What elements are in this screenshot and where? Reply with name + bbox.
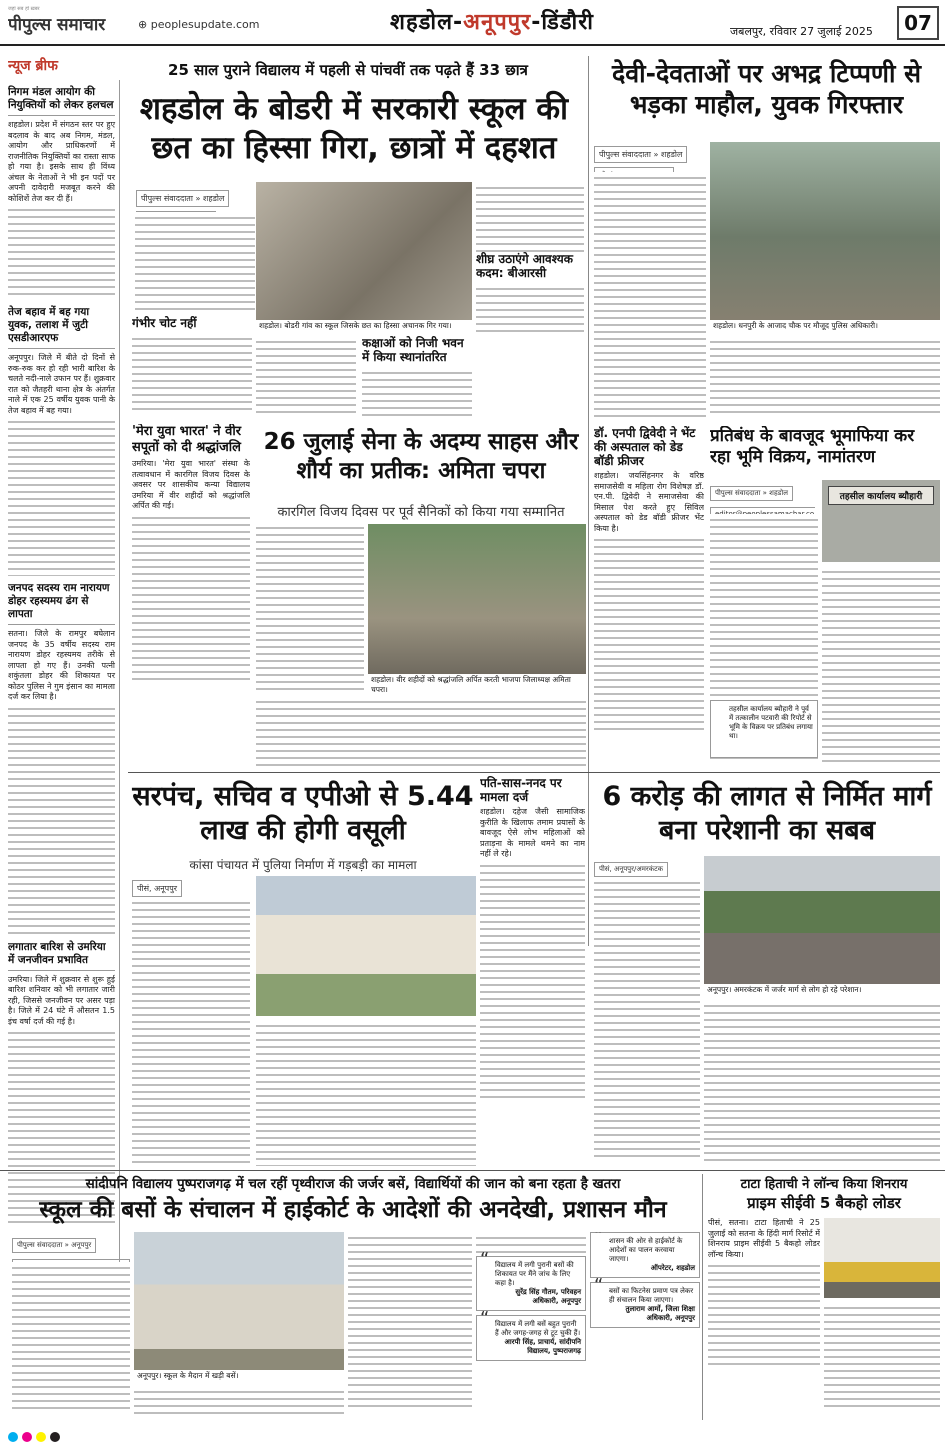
kargil-body-text bbox=[256, 696, 586, 766]
road-photo bbox=[704, 856, 940, 996]
column-rule bbox=[702, 1174, 703, 1420]
tribute-article bbox=[132, 424, 250, 714]
section-title: शहडोल-अनूपपुर-डिंडौरी bbox=[390, 10, 594, 35]
doctor-title: डॉ. एनपी द्विवेदी ने भेंट की अस्पताल को डेड बॉडी फ्रीजर bbox=[594, 426, 696, 468]
bus-headline: स्कूल की बसों के संचालन में हाईकोर्ट के आदेशों की अनदेखी, प्रशासन मौन bbox=[39, 1197, 667, 1223]
sarpanch-headline: सरपंच, सचिव व एपीओ से 5.44 लाख की होगी वसूली bbox=[132, 781, 474, 846]
print-registration-marks bbox=[0, 1429, 945, 1445]
school-byline: पीपुल्स संवाददाता » शहडोल bbox=[136, 190, 229, 207]
land-quote: “ तहसील कार्यालय ब्यौहारी ने पूर्व में तत्कालीन पटवारी की रिपोर्ट से भूमि के विक्रय पर प्रतिबंध लगाया था। bbox=[710, 700, 818, 758]
school-col3 bbox=[362, 336, 472, 416]
bus-quote-2: “ विद्यालय में लगी बसें बहुत पुरानी हैं और जगह-जगह से टूट चुकी हैं। आरपी सिंह, प्राचार्य, सांदीपनि विद्यालय, पुष्पराजगढ़ bbox=[476, 1315, 586, 1361]
bus-byline: पीपुल्स संवाददाता » अनूपपुर bbox=[12, 1238, 96, 1253]
sarpanch-col1-text bbox=[132, 897, 250, 1166]
deity-photo-caption: शहडोल। धनपुरी के आजाद चौक पर मौजूद पुलिस अधिकारी। bbox=[710, 320, 940, 332]
school-subhead-2: कक्षाओं को निजी भवन में किया स्थानांतरित bbox=[362, 336, 464, 364]
brief-text: अनूपपुर। जिले में बीते दो दिनों से रुक-रुक कर हो रही भारी बारिश के चलते नदी-नाले उफान पर हैं। शुक्रवार रात को जैतहरी थाना क्षेत्र के अंतर्गत नाले में एक 25 वर्षीय युवक पानी के तेज बहाव में बह गया। bbox=[8, 353, 115, 415]
dateline: जबलपुर, रविवार 27 जुलाई 2025 bbox=[730, 25, 873, 38]
doctor-article bbox=[594, 426, 704, 766]
brief-title: जनपद सदस्य राम नारायण डोहर रहस्यमय ढंग से लापता bbox=[8, 582, 115, 625]
tata-col1 bbox=[708, 1218, 820, 1408]
school-photo bbox=[256, 182, 472, 332]
brief-body-filler bbox=[8, 416, 115, 576]
land-photo-sign: तहसील कार्यालय ब्यौहारी bbox=[828, 486, 934, 505]
school-col3-text bbox=[362, 367, 472, 416]
news-brief-header: न्यूज ब्रीफ bbox=[8, 56, 116, 78]
road-headline: 6 करोड़ की लागत से निर्मित मार्ग बना परेशानी का सबब bbox=[602, 781, 932, 846]
road-col1-text bbox=[594, 877, 700, 1157]
masthead bbox=[0, 0, 945, 46]
deity-headline: देवी-देवताओं पर अभद्र टिप्पणी से भड़का माहौल, युवक गिरफ्तार bbox=[611, 59, 922, 120]
land-col2-text bbox=[822, 566, 940, 764]
horizontal-rule bbox=[0, 1170, 945, 1171]
bus-col3-text bbox=[348, 1232, 472, 1412]
logo-tagline: जहां सब हो ख़बर bbox=[8, 6, 40, 12]
school-col2-text bbox=[256, 336, 356, 416]
tata-text: पीसं, सतना। टाटा हिताची ने 25 जुलाई को सतना के हिंदी मार्ग रिसोर्ट में शिनराय प्राइम सीईवी 5 बैकहो लोडर लॉन्च किया। bbox=[708, 1218, 820, 1259]
sarpanch-subheadline: कांसा पंचायत में पुलिया निर्माण में गड़बड़ी का मामला bbox=[189, 858, 417, 872]
school-col1 bbox=[132, 316, 252, 416]
school-headline: शहडोल के बोडरी में सरकारी स्कूल की छत का हिस्सा गिरा, छात्रों में दहशत bbox=[139, 91, 569, 166]
brief-text: उमरिया। जिले में शुक्रवार से शुरू हुई बारिश शनिवार को भी लगातार जारी रही, जिससे जनजीवन पर असर पड़ा है। जिले में 24 घंटे में औसतन 1.5 इंच वर्षा दर्ज की गई है। bbox=[8, 974, 115, 1026]
globe-icon: ⊕ bbox=[138, 18, 151, 31]
kargil-headline: 26 जुलाई सेना के अदम्य साहस और शौर्य का प्रतीक: अमिता चपरा bbox=[263, 429, 579, 484]
tata-kicker: टाटा हिताची ने लॉन्च किया शिनराय bbox=[740, 1177, 908, 1192]
magenta-dot bbox=[22, 1432, 32, 1442]
tribute-body-filler bbox=[132, 512, 250, 682]
cyan-dot bbox=[8, 1432, 18, 1442]
brief-text: सतना। जिले के रामपुर बघेलान जनपद के 35 वर्षीय सदस्य राम नारायण डोहर रहस्यमय तरीके से लापता हो गए हैं। उनकी पत्नी शकुंतला डोहर की शिकायत पर कोठर पुलिस ने गुम इंसान का मामला दर्ज कर लिया है। bbox=[8, 629, 115, 701]
newspaper-logo bbox=[8, 6, 128, 40]
sarpanch-byline: पीसं, अनूपपुर bbox=[132, 880, 182, 897]
black-dot bbox=[50, 1432, 60, 1442]
brief-title: लगातार बारिश से उमरिया में जनजीवन प्रभावित bbox=[8, 941, 115, 971]
inlaws-title: पति-सास-ननद पर मामला दर्ज bbox=[480, 776, 562, 804]
deity-photo bbox=[710, 142, 940, 332]
kargil-photo-caption: शहडोल। वीर शहीदों को श्रद्धांजलि अर्पित करती भाजपा जिलाध्यक्ष अमिता चपरा। bbox=[368, 674, 586, 696]
bus-col5 bbox=[590, 1232, 700, 1414]
inlaws-text: शहडोल। दहेज जैसी सामाजिक कुरीति के खिलाफ तमाम प्रयासों के बावजूद ऐसे लोभ महिलाओं को प्रताड़ना के मामले थमने का नाम नहीं ले रहे। bbox=[480, 807, 585, 858]
school-subhead-3: शीघ्र उठाएंगे आवश्यक कदम: बीआरसी bbox=[476, 252, 573, 280]
deity-body-text bbox=[710, 336, 940, 416]
doctor-text: शहडोल। जयसिंहनगर के वरिष्ठ समाजसेवी व महिला रोग विशेषज्ञ डॉ. एन.पी. द्विवेदी ने समाजसेवा की मिसाल पेश करते हुए सिविल अस्पताल को डेड बॉडी फ्रीजर भेंट किया है। bbox=[594, 471, 704, 533]
inlaws-article bbox=[480, 776, 585, 1166]
bus-col4-text bbox=[476, 1232, 586, 1256]
sarpanch-photo bbox=[256, 876, 476, 1016]
road-photo-caption: अनूपपुर। अमरकंटक में जर्जर मार्ग से लोग हो रहे परेशान। bbox=[704, 984, 940, 996]
deity-col1-text bbox=[594, 172, 706, 420]
land-photo bbox=[822, 480, 940, 562]
sarpanch-body-text bbox=[256, 1020, 476, 1166]
tribute-title: 'मेरा युवा भारत' ने वीर सपूतों को दी श्रद्धांजलि bbox=[132, 424, 242, 455]
doctor-body-filler bbox=[594, 534, 704, 734]
bus-col4 bbox=[476, 1232, 586, 1414]
kargil-col1-text bbox=[256, 522, 364, 690]
land-headline: प्रतिबंध के बावजूद भूमाफिया कर रहा भूमि विक्रय, नामांतरण bbox=[710, 426, 915, 468]
sarpanch-col1 bbox=[132, 876, 250, 1166]
bus-quote-4: “ बसों का फिटनेस प्रमाण पत्र लेकर ही संचालन किया जाएगा। तुलाराम आर्मो, जिला शिक्षा अधिकारी, अनूपपुर bbox=[590, 1282, 700, 1328]
brief-title: निगम मंडल आयोग की नियुक्तियों को लेकर हलचल bbox=[8, 86, 115, 116]
school-col4 bbox=[476, 182, 584, 332]
tata-photo bbox=[824, 1218, 940, 1298]
bus-body-text bbox=[134, 1386, 344, 1414]
page-number: 07 bbox=[897, 6, 939, 40]
horizontal-rule bbox=[128, 772, 940, 773]
logo-name: पीपुल्स समाचार bbox=[8, 15, 106, 35]
kargil-subheadline: कारगिल विजय दिवस पर पूर्व सैनिकों को किया गया सम्मानित bbox=[277, 505, 565, 520]
land-byline: पीपुल्स संवाददाता » शहडोल bbox=[710, 486, 793, 501]
column-rule bbox=[588, 56, 589, 946]
kargil-photo bbox=[368, 524, 586, 696]
school-kicker: 25 साल पुराने विद्यालय में पहली से पांचवीं तक पढ़ते हैं 33 छात्र bbox=[168, 61, 528, 79]
brief-title: तेज बहाव में बह गया युवक, तलाश में जुटी एसडीआरएफ bbox=[8, 306, 115, 349]
road-col1 bbox=[594, 856, 700, 1166]
tata-body-text bbox=[824, 1302, 940, 1408]
brief-text: शहडोल। प्रदेश में संगठन स्तर पर हुए बदलाव के बाद अब निगम, मंडल, आयोग और प्राधिकरणों में राजनीतिक नियुक्तियों का रास्ता साफ हो गया है। इसके साथ ही विंध्य अंचल के नेताओं ने भी इन पदों पर अपनी दावेदारी मजबूत करने की कोशिशें तेज कर दी हैं। bbox=[8, 120, 115, 203]
yellow-dot bbox=[36, 1432, 46, 1442]
deity-byline: पीपुल्स संवाददाता » शहडोल bbox=[594, 146, 687, 163]
website-url: ⊕ peoplesupdate.com bbox=[138, 18, 260, 31]
school-col1-text bbox=[132, 333, 252, 415]
school-photo-caption: शहडोल। बोडरी गांव का स्कूल जिसके छत का हिस्सा अचानक गिर गया। bbox=[256, 320, 472, 332]
bus-photo-caption: अनूपपुर। स्कूल के मैदान में खड़ी बसें। bbox=[134, 1370, 344, 1382]
school-blank bbox=[135, 212, 255, 312]
bus-col1-text bbox=[12, 1262, 130, 1412]
tribute-text: उमरिया। 'मेरा युवा भारत' संस्था के तत्वावधान में कारगिल विजय दिवस के अवसर पर शासकीय कन्या विद्यालय उमरिया में वीर शहीदों को श्रद्धांजलि अर्पित की गई। bbox=[132, 459, 250, 510]
tata-body-filler bbox=[708, 1260, 820, 1370]
road-byline: पीसं, अनूपपुर/अमरकंटक bbox=[594, 862, 668, 877]
school-col4-text bbox=[476, 182, 584, 252]
bus-kicker: सांदीपनि विद्यालय पुष्पराजगढ़ में चल रहीं पृथ्वीराज की जर्जर बसें, विद्यार्थियों की जान को बना रहता है खतरा bbox=[85, 1176, 621, 1192]
school-subhead-1: गंभीर चोट नहीं bbox=[132, 316, 197, 330]
brief-body-filler bbox=[8, 703, 115, 935]
brief-body-filler bbox=[8, 204, 115, 300]
tata-headline: प्राइम सीईवी 5 बैकहो लोडर bbox=[747, 1194, 901, 1212]
school-col4-text bbox=[476, 283, 584, 332]
bus-quote-1: “ विद्यालय में लगी पुरानी बसों की शिकायत पर मैंने जांच के लिए कहा है। सुरेंद्र सिंह गौतम, परिवहन अधिकारी, अनूपपुर bbox=[476, 1256, 586, 1311]
road-body-text bbox=[704, 1000, 940, 1166]
bus-quote-3: “ शासन की ओर से हाईकोर्ट के आदेशों का पालन करवाया जाएगा। ऑपरेटर, शहडोल bbox=[590, 1232, 700, 1278]
inlaws-body-filler bbox=[480, 860, 585, 1100]
bus-photo bbox=[134, 1232, 344, 1382]
